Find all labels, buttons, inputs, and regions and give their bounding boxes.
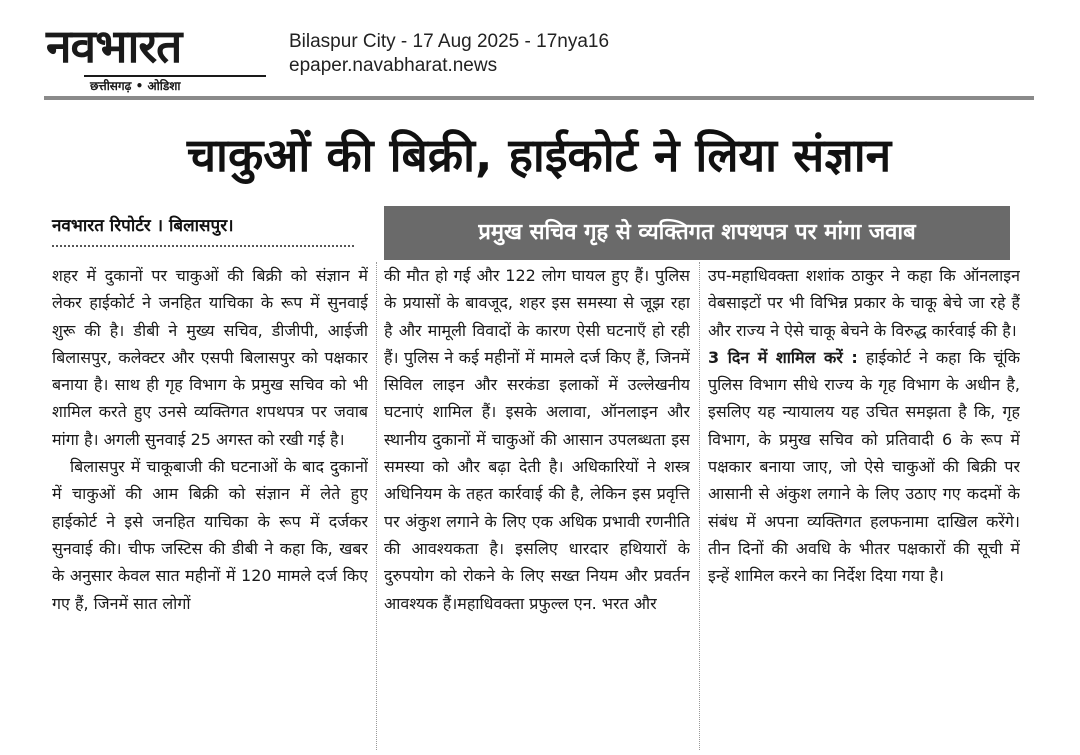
newspaper-logo — [44, 18, 269, 92]
article-column-1 — [52, 262, 368, 752]
section-text: हाईकोर्ट ने कहा कि चूंकि पुलिस विभाग सीधे राज्य के गृह विभाग के अधीन है, इसलिए यह न्यायालय यह उचित समझता है कि, गृह विभाग, के प्रमुख सचिव को प्रतिवादी 6 के रूप में पक्षकार बनाया जाए, जो ऐसे चाकुओं की बिक्री पर आसानी से अंकुश लगाने के लिए उठाए गए कदमों के संबंध में अपना व्यक्तिगत हलफनामा दाखिल करेंगे। तीन दिनों की अवधि के भीतर पक्षकारों की सूची में इन्हें शामिल करने का निर्देश दिया गया है। — [708, 347, 1020, 586]
edition-line: Bilaspur City - 17 Aug 2025 - 17nya16 — [289, 31, 610, 52]
byline-divider — [52, 245, 354, 247]
article-byline: नवभारत रिपोर्टर । बिलासपुर। — [52, 216, 234, 236]
article-subheadline: प्रमुख सचिव गृह से व्यक्तिगत शपथपत्र पर मांगा जवाब — [384, 206, 1010, 260]
paragraph: की मौत हो गई और 122 लोग घायल हुए हैं। पुलिस के प्रयासों के बावजूद, शहर इस समस्या से जूझ रहा है और मामूली विवादों के कारण ऐसी घटनाएँ हो रही हैं। पुलिस ने कई महीनों में मामले दर्ज किए हैं, जिनमें सिविल लाइन और सरकंडा इलाकों में उल्लेखनीय घटनाएं शामिल हैं। इसके अलावा, ऑनलाइन और स्थानीय दुकानों में चाकुओं की आसान उपलब्धता इस समस्या को और बढ़ा देती है। अधिकारियों ने शस्त्र अधिनियम के तहत कार्रवाई की है, लेकिन इस प्रवृत्ति पर अंकुश लगाने के लिए एक अधिक प्रभावी रणनीति की आवश्यकता है। इसलिए धारदार हथियारों के दुरुपयोग को रोकने के लिए सख्त नियम और प्रवर्तन आवश्यक हैं।महाधिवक्ता प्रफुल्ल एन. भरत और — [384, 266, 690, 613]
article-column-3 — [708, 262, 1020, 752]
article-column-2 — [384, 262, 690, 752]
paragraph: उप-महाधिवक्ता शशांक ठाकुर ने कहा कि ऑनलाइन वेबसाइटों पर भी विभिन्न प्रकार के चाकू बेचे जा रहे हैं और राज्य ने ऐसे चाकू बेचने के विरुद्ध कार्रवाई की है। — [708, 266, 1020, 340]
logo-underline — [84, 75, 266, 77]
masthead — [44, 18, 1034, 96]
edition-info — [289, 30, 609, 78]
logo-region: छत्तीसगढ़ • ओडिशा — [90, 79, 181, 93]
column-divider — [699, 262, 700, 750]
paragraph: शहर में दुकानों पर चाकुओं की बिक्री को संज्ञान में लेकर हाईकोर्ट ने जनहित याचिका के रूप में सुनवाई शुरू की है। डीबी ने मुख्य सचिव, डीजीपी, आईजी बिलासपुर, कलेक्टर और एसपी बिलासपुर को पक्षकार बनाया है। साथ ही गृह विभाग के प्रमुख सचिव को भी शामिल करते हुए उनसे व्यक्तिगत शपथपत्र पर जवाब मांगा है। अगली सुनवाई 25 अगस्त को रखी गई है। — [52, 266, 368, 449]
paragraph: बिलासपुर में चाकूबाजी की घटनाओं के बाद दुकानों में चाकुओं की आम बिक्री को संज्ञान में लेते हुए हाईकोर्ट ने इसे जनहित याचिका के रूप में दर्जकर सुनवाई की। चीफ जस्टिस की डीबी ने कहा कि, खबर के अनुसार केवल सात महीनों में 120 मामले दर्ज किए गए हैं, जिनमें सात लोगों — [52, 457, 368, 613]
logo-wordmark: नवभारत — [46, 19, 182, 73]
column-divider — [376, 262, 377, 750]
section-lead: 3 दिन में शामिल करें : — [708, 347, 858, 367]
article-headline: चाकुओं की बिक्री, हाईकोर्ट ने लिया संज्ञान — [186, 128, 892, 182]
masthead-divider — [44, 96, 1034, 100]
site-url: epaper.navabharat.news — [289, 55, 498, 76]
paragraph — [708, 344, 1020, 590]
